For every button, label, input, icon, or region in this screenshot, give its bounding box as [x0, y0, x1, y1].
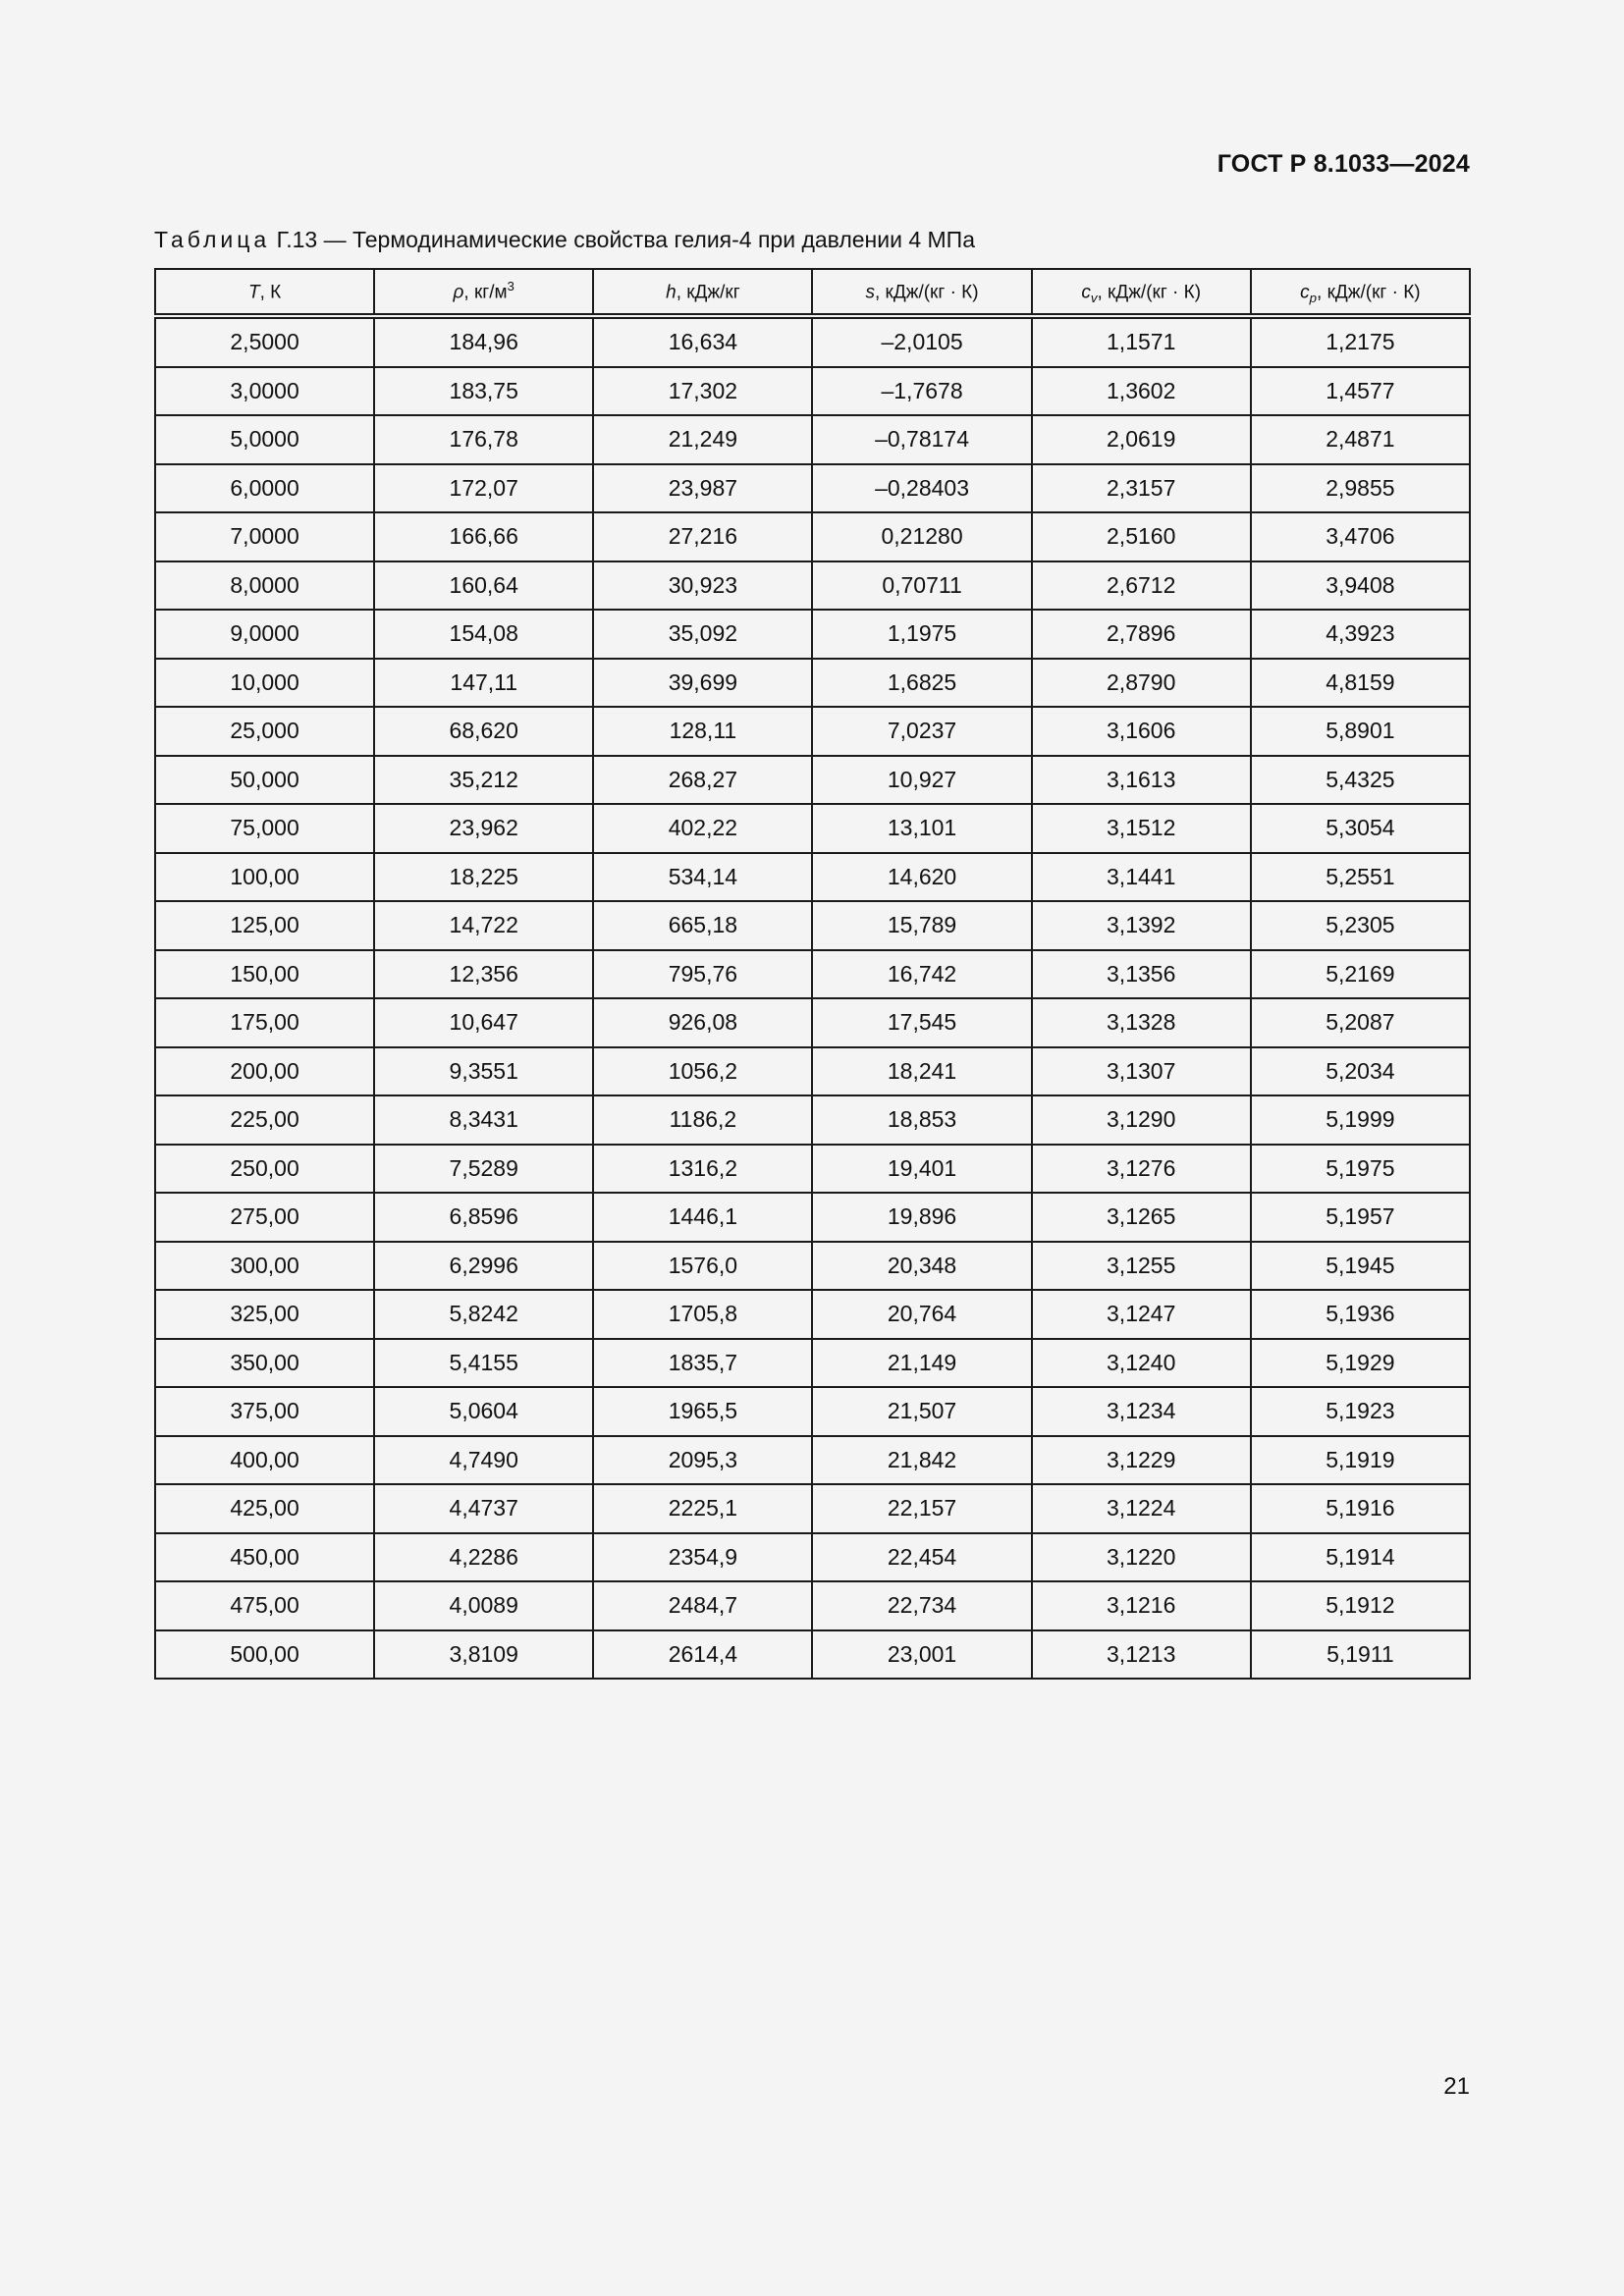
table-cell: 14,620: [812, 853, 1031, 902]
table-cell: 50,000: [155, 756, 374, 805]
table-cell: 2,5160: [1032, 512, 1251, 561]
table-row: [155, 1095, 1470, 1145]
table-cell: –0,78174: [812, 415, 1031, 464]
page-number: 21: [1443, 2073, 1470, 2100]
table-cell: 225,00: [155, 1095, 374, 1145]
table-cell: 2,6712: [1032, 561, 1251, 611]
table-cell: 10,927: [812, 756, 1031, 805]
table-cell: 5,1957: [1251, 1193, 1470, 1242]
table-cell: 4,8159: [1251, 659, 1470, 708]
column-symbol: c: [1081, 281, 1091, 302]
table-cell: 3,1307: [1032, 1047, 1251, 1096]
table-cell: 19,896: [812, 1193, 1031, 1242]
table-cell: 1,4577: [1251, 367, 1470, 416]
table-cell: 17,545: [812, 998, 1031, 1047]
column-header: [374, 269, 593, 316]
table-cell: 2354,9: [593, 1533, 812, 1582]
table-row: [155, 756, 1470, 805]
table-cell: 3,1216: [1032, 1581, 1251, 1630]
table-cell: 5,1919: [1251, 1436, 1470, 1485]
table-cell: 300,00: [155, 1242, 374, 1291]
table-cell: 1835,7: [593, 1339, 812, 1388]
table-cell: 39,699: [593, 659, 812, 708]
table-cell: 9,3551: [374, 1047, 593, 1096]
table-cell: 1186,2: [593, 1095, 812, 1145]
table-cell: 22,734: [812, 1581, 1031, 1630]
table-cell: 250,00: [155, 1145, 374, 1194]
table-cell: 1,6825: [812, 659, 1031, 708]
column-symbol: c: [1300, 281, 1310, 302]
table-cell: 275,00: [155, 1193, 374, 1242]
table-cell: 325,00: [155, 1290, 374, 1339]
table-cell: 23,987: [593, 464, 812, 513]
table-cell: 450,00: [155, 1533, 374, 1582]
table-cell: 3,1356: [1032, 950, 1251, 999]
table-cell: 18,241: [812, 1047, 1031, 1096]
table-cell: 21,149: [812, 1339, 1031, 1388]
table-cell: 21,507: [812, 1387, 1031, 1436]
table-cell: 3,1240: [1032, 1339, 1251, 1388]
table-cell: 425,00: [155, 1484, 374, 1533]
table-cell: 5,2087: [1251, 998, 1470, 1047]
table-cell: 2225,1: [593, 1484, 812, 1533]
table-cell: 21,249: [593, 415, 812, 464]
table-cell: 3,1512: [1032, 804, 1251, 853]
table-row: [155, 1630, 1470, 1680]
table-cell: 1,1975: [812, 610, 1031, 659]
table-cell: 0,21280: [812, 512, 1031, 561]
column-unit: , кДж/(кг · К): [875, 281, 979, 302]
table-cell: 1446,1: [593, 1193, 812, 1242]
table-cell: 150,00: [155, 950, 374, 999]
table-cell: 5,2169: [1251, 950, 1470, 999]
column-symbol: T: [247, 281, 260, 302]
table-cell: 154,08: [374, 610, 593, 659]
table-cell: 1,1571: [1032, 316, 1251, 367]
table-row: [155, 1533, 1470, 1582]
table-cell: 3,1213: [1032, 1630, 1251, 1680]
table-cell: 1705,8: [593, 1290, 812, 1339]
table-cell: 5,3054: [1251, 804, 1470, 853]
column-header: [1032, 269, 1251, 316]
table-cell: 17,302: [593, 367, 812, 416]
table-cell: 5,2551: [1251, 853, 1470, 902]
table-cell: 6,8596: [374, 1193, 593, 1242]
table-cell: 500,00: [155, 1630, 374, 1680]
table-row: [155, 610, 1470, 659]
table-cell: 5,1911: [1251, 1630, 1470, 1680]
table-cell: 5,1923: [1251, 1387, 1470, 1436]
table-row: [155, 316, 1470, 367]
table-cell: 3,1290: [1032, 1095, 1251, 1145]
table-cell: 2614,4: [593, 1630, 812, 1680]
table-cell: 5,1912: [1251, 1581, 1470, 1630]
table-cell: 5,1916: [1251, 1484, 1470, 1533]
table-cell: 35,092: [593, 610, 812, 659]
table-cell: 400,00: [155, 1436, 374, 1485]
table-cell: 6,2996: [374, 1242, 593, 1291]
table-cell: 5,8242: [374, 1290, 593, 1339]
table-cell: 22,157: [812, 1484, 1031, 1533]
column-unit: , кг/м: [463, 281, 508, 302]
table-cell: 14,722: [374, 901, 593, 950]
table-row: [155, 901, 1470, 950]
table-cell: 8,0000: [155, 561, 374, 611]
table-cell: 2,8790: [1032, 659, 1251, 708]
table-cell: 2,0619: [1032, 415, 1251, 464]
table-cell: 16,742: [812, 950, 1031, 999]
table-cell: 16,634: [593, 316, 812, 367]
table-cell: 21,842: [812, 1436, 1031, 1485]
table-cell: 7,0000: [155, 512, 374, 561]
table-cell: 8,3431: [374, 1095, 593, 1145]
table-cell: 68,620: [374, 707, 593, 756]
table-row: [155, 512, 1470, 561]
table-row: [155, 1339, 1470, 1388]
table-cell: 23,001: [812, 1630, 1031, 1680]
table-cell: 3,1229: [1032, 1436, 1251, 1485]
table-cell: 4,4737: [374, 1484, 593, 1533]
column-header: [812, 269, 1031, 316]
table-cell: 5,8901: [1251, 707, 1470, 756]
table-cell: 75,000: [155, 804, 374, 853]
table-cell: 3,1224: [1032, 1484, 1251, 1533]
table-cell: 3,1265: [1032, 1193, 1251, 1242]
table-cell: 20,348: [812, 1242, 1031, 1291]
table-cell: 160,64: [374, 561, 593, 611]
table-cell: 5,4325: [1251, 756, 1470, 805]
table-cell: 3,1255: [1032, 1242, 1251, 1291]
table-cell: 0,70711: [812, 561, 1031, 611]
table-cell: 15,789: [812, 901, 1031, 950]
table-cell: 18,853: [812, 1095, 1031, 1145]
column-unit: , кДж/кг: [676, 281, 740, 302]
table-cell: 175,00: [155, 998, 374, 1047]
table-caption-label: Таблица: [154, 227, 271, 252]
table-cell: –2,0105: [812, 316, 1031, 367]
table-cell: 2095,3: [593, 1436, 812, 1485]
table-caption-text: Г.13 — Термодинамические свойства гелия-4 при давлении 4 МПа: [270, 227, 976, 252]
table-cell: 5,1999: [1251, 1095, 1470, 1145]
table-cell: 6,0000: [155, 464, 374, 513]
table-cell: 268,27: [593, 756, 812, 805]
table-cell: 350,00: [155, 1339, 374, 1388]
table-cell: 3,1234: [1032, 1387, 1251, 1436]
table-cell: 3,1220: [1032, 1533, 1251, 1582]
table-body: [155, 316, 1470, 1679]
column-header: [593, 269, 812, 316]
table-cell: 534,14: [593, 853, 812, 902]
table-cell: 3,1613: [1032, 756, 1251, 805]
table-row: [155, 998, 1470, 1047]
column-symbol: ρ: [453, 281, 464, 302]
table-cell: 30,923: [593, 561, 812, 611]
column-symbol: s: [865, 281, 875, 302]
table-cell: 3,8109: [374, 1630, 593, 1680]
table-cell: 5,2305: [1251, 901, 1470, 950]
table-row: [155, 1581, 1470, 1630]
table-cell: 128,11: [593, 707, 812, 756]
table-cell: 22,454: [812, 1533, 1031, 1582]
table-cell: 5,0000: [155, 415, 374, 464]
table-cell: 2,9855: [1251, 464, 1470, 513]
table-cell: 3,1276: [1032, 1145, 1251, 1194]
table-cell: 176,78: [374, 415, 593, 464]
table-row: [155, 464, 1470, 513]
table-cell: 25,000: [155, 707, 374, 756]
table-row: [155, 950, 1470, 999]
table-row: [155, 1436, 1470, 1485]
table-cell: 200,00: [155, 1047, 374, 1096]
table-cell: 147,11: [374, 659, 593, 708]
table-cell: 3,9408: [1251, 561, 1470, 611]
table-cell: 5,4155: [374, 1339, 593, 1388]
table-cell: 19,401: [812, 1145, 1031, 1194]
table-cell: 3,1392: [1032, 901, 1251, 950]
table-row: [155, 1047, 1470, 1096]
table-row: [155, 1484, 1470, 1533]
table-cell: 2484,7: [593, 1581, 812, 1630]
table-cell: 1576,0: [593, 1242, 812, 1291]
table-cell: 5,1936: [1251, 1290, 1470, 1339]
table-cell: 5,2034: [1251, 1047, 1470, 1096]
column-unit: , кДж/(кг · К): [1317, 281, 1421, 302]
table-cell: 125,00: [155, 901, 374, 950]
table-row: [155, 1145, 1470, 1194]
table-cell: 2,5000: [155, 316, 374, 367]
table-cell: 5,1975: [1251, 1145, 1470, 1194]
table-cell: 183,75: [374, 367, 593, 416]
table-cell: 35,212: [374, 756, 593, 805]
column-unit: , К: [259, 281, 282, 302]
table-cell: 5,1945: [1251, 1242, 1470, 1291]
table-cell: 375,00: [155, 1387, 374, 1436]
table-header: [155, 269, 1470, 316]
table-cell: 2,4871: [1251, 415, 1470, 464]
table-cell: –1,7678: [812, 367, 1031, 416]
column-unit: , кДж/(кг · К): [1097, 281, 1202, 302]
table-cell: 5,1914: [1251, 1533, 1470, 1582]
table-cell: 4,7490: [374, 1436, 593, 1485]
header-row: [155, 269, 1470, 316]
table-cell: 20,764: [812, 1290, 1031, 1339]
table-cell: 3,1441: [1032, 853, 1251, 902]
table-row: [155, 659, 1470, 708]
table-cell: 23,962: [374, 804, 593, 853]
table-cell: 4,2286: [374, 1533, 593, 1582]
table-cell: 184,96: [374, 316, 593, 367]
table-cell: 18,225: [374, 853, 593, 902]
table-cell: 1,2175: [1251, 316, 1470, 367]
table-row: [155, 1242, 1470, 1291]
table-cell: 27,216: [593, 512, 812, 561]
column-symbol-subscript: p: [1309, 290, 1318, 305]
table-row: [155, 1193, 1470, 1242]
table-cell: 100,00: [155, 853, 374, 902]
table-cell: 475,00: [155, 1581, 374, 1630]
table-cell: 4,0089: [374, 1581, 593, 1630]
table-cell: 1,3602: [1032, 367, 1251, 416]
column-unit-superscript: 3: [507, 278, 514, 294]
column-header: [155, 269, 374, 316]
table-cell: 7,5289: [374, 1145, 593, 1194]
table-row: [155, 1290, 1470, 1339]
table-row: [155, 1387, 1470, 1436]
table-row: [155, 367, 1470, 416]
table-row: [155, 804, 1470, 853]
table-cell: 1965,5: [593, 1387, 812, 1436]
table-cell: 10,647: [374, 998, 593, 1047]
table-row: [155, 853, 1470, 902]
column-symbol: h: [666, 281, 677, 302]
table-cell: 665,18: [593, 901, 812, 950]
table-row: [155, 415, 1470, 464]
thermo-properties-table: [154, 268, 1471, 1680]
table-cell: 3,0000: [155, 367, 374, 416]
table-cell: 3,1606: [1032, 707, 1251, 756]
table-cell: 795,76: [593, 950, 812, 999]
document-id: ГОСТ Р 8.1033—2024: [1217, 150, 1470, 178]
table-cell: 7,0237: [812, 707, 1031, 756]
table-cell: –0,28403: [812, 464, 1031, 513]
column-symbol-subscript: v: [1090, 290, 1098, 305]
table-cell: 2,7896: [1032, 610, 1251, 659]
table-cell: 1316,2: [593, 1145, 812, 1194]
table-cell: 1056,2: [593, 1047, 812, 1096]
column-header: [1251, 269, 1470, 316]
table-cell: 10,000: [155, 659, 374, 708]
table-cell: 3,4706: [1251, 512, 1470, 561]
table-row: [155, 561, 1470, 611]
table-cell: 926,08: [593, 998, 812, 1047]
table-cell: 12,356: [374, 950, 593, 999]
table-cell: 4,3923: [1251, 610, 1470, 659]
table-cell: 172,07: [374, 464, 593, 513]
table-row: [155, 707, 1470, 756]
table-caption: [154, 227, 975, 253]
table-cell: 5,1929: [1251, 1339, 1470, 1388]
table-cell: 3,1247: [1032, 1290, 1251, 1339]
table-cell: 13,101: [812, 804, 1031, 853]
table-cell: 5,0604: [374, 1387, 593, 1436]
table-cell: 9,0000: [155, 610, 374, 659]
table-cell: 3,1328: [1032, 998, 1251, 1047]
table-cell: 166,66: [374, 512, 593, 561]
table-cell: 402,22: [593, 804, 812, 853]
table-cell: 2,3157: [1032, 464, 1251, 513]
